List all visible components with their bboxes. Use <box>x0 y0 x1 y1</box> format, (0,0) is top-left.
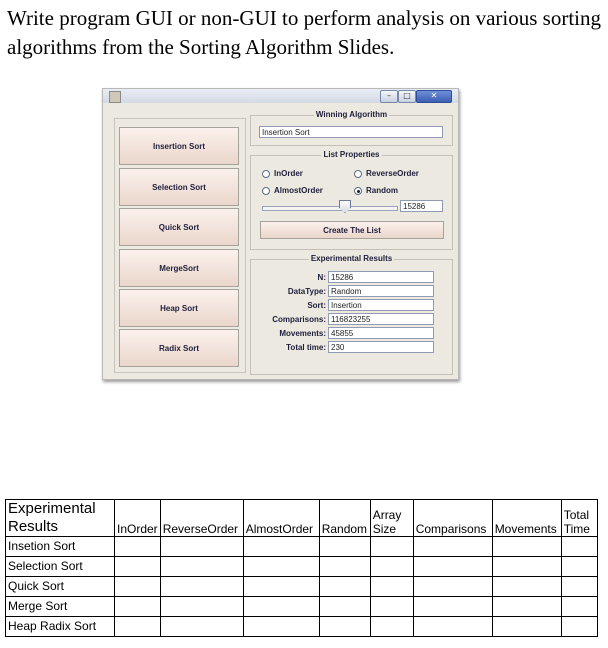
table-header-reverseorder: ReverseOrder <box>160 500 243 537</box>
radio-reverseorder-label: ReverseOrder <box>366 169 419 178</box>
table-cell <box>492 617 561 637</box>
table-cell <box>243 557 319 577</box>
table-cell <box>319 597 370 617</box>
radio-inorder-label: InOrder <box>274 169 303 178</box>
winning-algorithm-field[interactable]: Insertion Sort <box>259 126 443 138</box>
table-cell <box>492 537 561 557</box>
table-cell <box>492 557 561 577</box>
result-comparisons-field[interactable]: 116823255 <box>328 313 434 325</box>
table-cell <box>492 597 561 617</box>
heap-sort-button[interactable]: Heap Sort <box>119 289 239 327</box>
table-cell <box>561 617 597 637</box>
table-cell <box>561 537 597 557</box>
radio-inorder[interactable] <box>262 169 303 178</box>
minimize-icon[interactable]: – <box>380 90 398 103</box>
list-size-field[interactable]: 15286 <box>400 200 443 212</box>
row-label-merge-sort: Merge Sort <box>6 597 115 617</box>
insertion-sort-button[interactable]: Insertion Sort <box>119 127 239 165</box>
table-cell <box>413 577 492 597</box>
table-cell <box>492 577 561 597</box>
radio-random[interactable] <box>354 186 398 195</box>
table-cell <box>561 577 597 597</box>
table-cell <box>115 537 161 557</box>
result-n-field[interactable]: 15286 <box>328 271 434 283</box>
assignment-heading: Write program GUI or non-GUI to perform analysis on various sorting algorithms from the Sorting Algorithm Slides. <box>7 6 602 59</box>
create-list-button[interactable]: Create The List <box>260 221 444 239</box>
table-cell <box>319 617 370 637</box>
row-label-selection-sort: Selection Sort <box>6 557 115 577</box>
radio-almostorder-dot[interactable] <box>262 187 270 195</box>
table-cell <box>243 577 319 597</box>
table-header-total-time: Total Time <box>561 500 597 537</box>
table-cell <box>319 557 370 577</box>
table-header-row <box>6 500 598 537</box>
title-bar <box>103 89 458 103</box>
table-cell <box>243 537 319 557</box>
table-cell <box>413 597 492 617</box>
list-size-slider[interactable] <box>262 206 398 211</box>
table-cell <box>413 537 492 557</box>
table-header-array-size: Array Size <box>370 500 413 537</box>
table-cell <box>115 597 161 617</box>
table-cell <box>160 617 243 637</box>
table-header-random: Random <box>319 500 370 537</box>
table-header-experimental-results: Experimental Results <box>6 500 115 537</box>
table-cell <box>160 557 243 577</box>
table-cell <box>160 577 243 597</box>
table-row <box>6 577 598 597</box>
table-cell <box>319 577 370 597</box>
table-cell <box>160 597 243 617</box>
radio-random-dot[interactable] <box>354 187 362 195</box>
radio-inorder-dot[interactable] <box>262 170 270 178</box>
row-label-insertion-sort: Insetion Sort <box>6 537 115 557</box>
list-properties-title: List Properties <box>323 150 380 159</box>
table-row <box>6 617 598 637</box>
maximize-icon[interactable]: □ <box>398 90 416 103</box>
table-cell <box>370 537 413 557</box>
result-label-comparisons: Comparisons: <box>272 315 326 324</box>
experimental-results-title: Experimental Results <box>310 254 393 263</box>
table-row <box>6 537 598 557</box>
radio-reverseorder-dot[interactable] <box>354 170 362 178</box>
java-app-icon[interactable] <box>109 91 121 103</box>
table-cell <box>370 577 413 597</box>
table-cell <box>413 557 492 577</box>
table-cell <box>370 617 413 637</box>
table-cell <box>561 597 597 617</box>
table-cell <box>413 617 492 637</box>
radio-almostorder[interactable] <box>262 186 323 195</box>
radix-sort-button[interactable]: Radix Sort <box>119 329 239 367</box>
result-label-datatype: DataType: <box>287 287 326 296</box>
result-sort-field[interactable]: Insertion <box>328 299 434 311</box>
result-label-total-time: Total time: <box>286 343 326 352</box>
table-cell <box>319 537 370 557</box>
table-cell <box>115 617 161 637</box>
row-label-heap-radix-sort: Heap Radix Sort <box>6 617 115 637</box>
table-cell <box>243 617 319 637</box>
result-label-n: N: <box>317 273 326 282</box>
table-row <box>6 597 598 617</box>
table-cell <box>115 577 161 597</box>
table-row <box>6 557 598 577</box>
result-movements-field[interactable]: 45855 <box>328 327 434 339</box>
result-label-movements: Movements: <box>279 329 326 338</box>
radio-random-label: Random <box>366 186 398 195</box>
row-label-quick-sort: Quick Sort <box>6 577 115 597</box>
radio-almostorder-label: AlmostOrder <box>274 186 323 195</box>
table-cell <box>561 557 597 577</box>
table-header-inorder: InOrder <box>115 500 161 537</box>
table-cell <box>370 597 413 617</box>
table-cell <box>115 557 161 577</box>
result-label-sort: Sort: <box>307 301 326 310</box>
experimental-results-table <box>5 499 598 637</box>
sort-buttons-panel <box>114 118 246 373</box>
selection-sort-button[interactable]: Selection Sort <box>119 168 239 206</box>
table-header-comparisons: Comparisons <box>413 500 492 537</box>
quick-sort-button[interactable]: Quick Sort <box>119 208 239 246</box>
merge-sort-button[interactable]: MergeSort <box>119 249 239 287</box>
table-cell <box>243 597 319 617</box>
radio-reverseorder[interactable] <box>354 169 419 178</box>
table-header-almostorder: AlmostOrder <box>243 500 319 537</box>
table-cell <box>160 537 243 557</box>
result-total-time-field[interactable]: 230 <box>328 341 434 353</box>
result-datatype-field[interactable]: Random <box>328 285 434 297</box>
winning-algorithm-title: Winning Algorithm <box>315 110 388 119</box>
close-icon[interactable]: ✕ <box>416 90 452 103</box>
table-cell <box>370 557 413 577</box>
table-header-movements: Movements <box>492 500 561 537</box>
